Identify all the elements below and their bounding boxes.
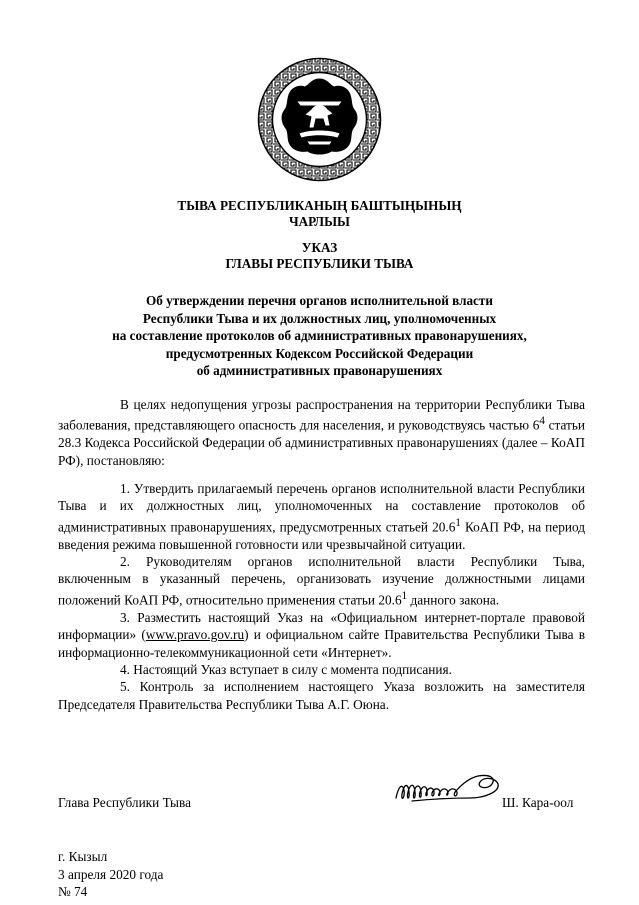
handwritten-signature — [392, 768, 504, 812]
intro-paragraph — [58, 396, 585, 469]
ukaz-title — [0, 240, 639, 272]
intro-text: статьи 28.3 Кодекса Российской Федерации об административных правонарушениях (далее – КоАП РФ), постановляю: — [58, 417, 586, 468]
superscript: 4 — [539, 415, 545, 428]
item-text: КоАП РФ, на период введения режима повышенной готовности или чрезвычайной ситуации. — [58, 519, 585, 552]
tyva-title-line1: ТЫВА РЕСПУБЛИКАНЫҢ БАШТЫҢЫНЫҢ — [177, 198, 462, 213]
subject-line: об административных правонарушениях — [196, 363, 443, 378]
item-text: данного закона. — [407, 592, 500, 608]
decree-item-2 — [58, 553, 585, 609]
decree-subject — [0, 292, 639, 380]
item-text: 3. Разместить настоящий Указ на «Официальном интернет-портале правовой информации» ( — [58, 609, 585, 643]
item-text: ) и официальном сайте Правительства Республики Тыва в информационно-телекоммуникационной сети «Интернет». — [58, 627, 585, 660]
decree-item-3 — [58, 609, 585, 661]
subject-line: на составление протоколов об административных правонарушениях, — [112, 328, 527, 343]
decree-city: г. Кызыл — [58, 849, 108, 864]
decree-number: № 74 — [58, 884, 88, 899]
decree-place-date — [58, 848, 163, 901]
subject-line: предусмотренных Кодексом Российской Федерации — [165, 345, 474, 361]
superscript: 1 — [455, 516, 461, 529]
tyva-title — [0, 198, 639, 230]
ukaz-title-line1: УКАЗ — [301, 240, 338, 255]
subject-line: Об утверждении перечня органов исполнительной власти — [145, 293, 493, 308]
signatory-position: Глава Республики Тыва — [58, 795, 191, 810]
signatory-name: Ш. Кара-оол — [502, 795, 574, 810]
item-text: 1. Утвердить прилагаемый перечень органов исполнительной власти Республики Тыва и их должностных лиц, уполномоченных на составление протоколов об административных правонарушениях, предусмотренных статьей 20.6 — [58, 481, 585, 535]
ukaz-title-line2: ГЛАВЫ РЕСПУБЛИКИ ТЫВА — [225, 256, 414, 271]
pravo-gov-link[interactable]: www.pravo.gov.ru — [145, 627, 245, 643]
decree-item-4: 4. Настоящий Указ вступает в силу с момента подписания. — [120, 661, 452, 677]
subject-line: Республики Тыва и их должностных лиц, уполномоченных — [142, 310, 497, 326]
tyva-title-line2: ЧАРЛЫЫ — [288, 214, 350, 229]
decree-item-1 — [58, 480, 585, 553]
intro-text: В целях недопущения угрозы распространения на территории Республики Тыва заболевания, представляющего опасность для населения, и руководствуясь частью 6 — [58, 397, 585, 433]
superscript: 1 — [401, 589, 408, 602]
tyva-coat-of-arms-emblem — [257, 57, 382, 182]
decree-item-5: 5. Контроль за исполнением настоящего Указа возложить на заместителя Председателя Правительства Республики Тыва А.Г. Оюна. — [58, 679, 585, 712]
decree-date: 3 апреля 2020 года — [58, 866, 164, 882]
decree-items — [58, 480, 585, 713]
item-text: 2. Руководителям органов исполнительной власти Республики Тыва, включенным в указанный перечень, организовать изучение должностными лицами положений КоАП РФ, относительно применения статьи 20.6 — [58, 554, 585, 608]
